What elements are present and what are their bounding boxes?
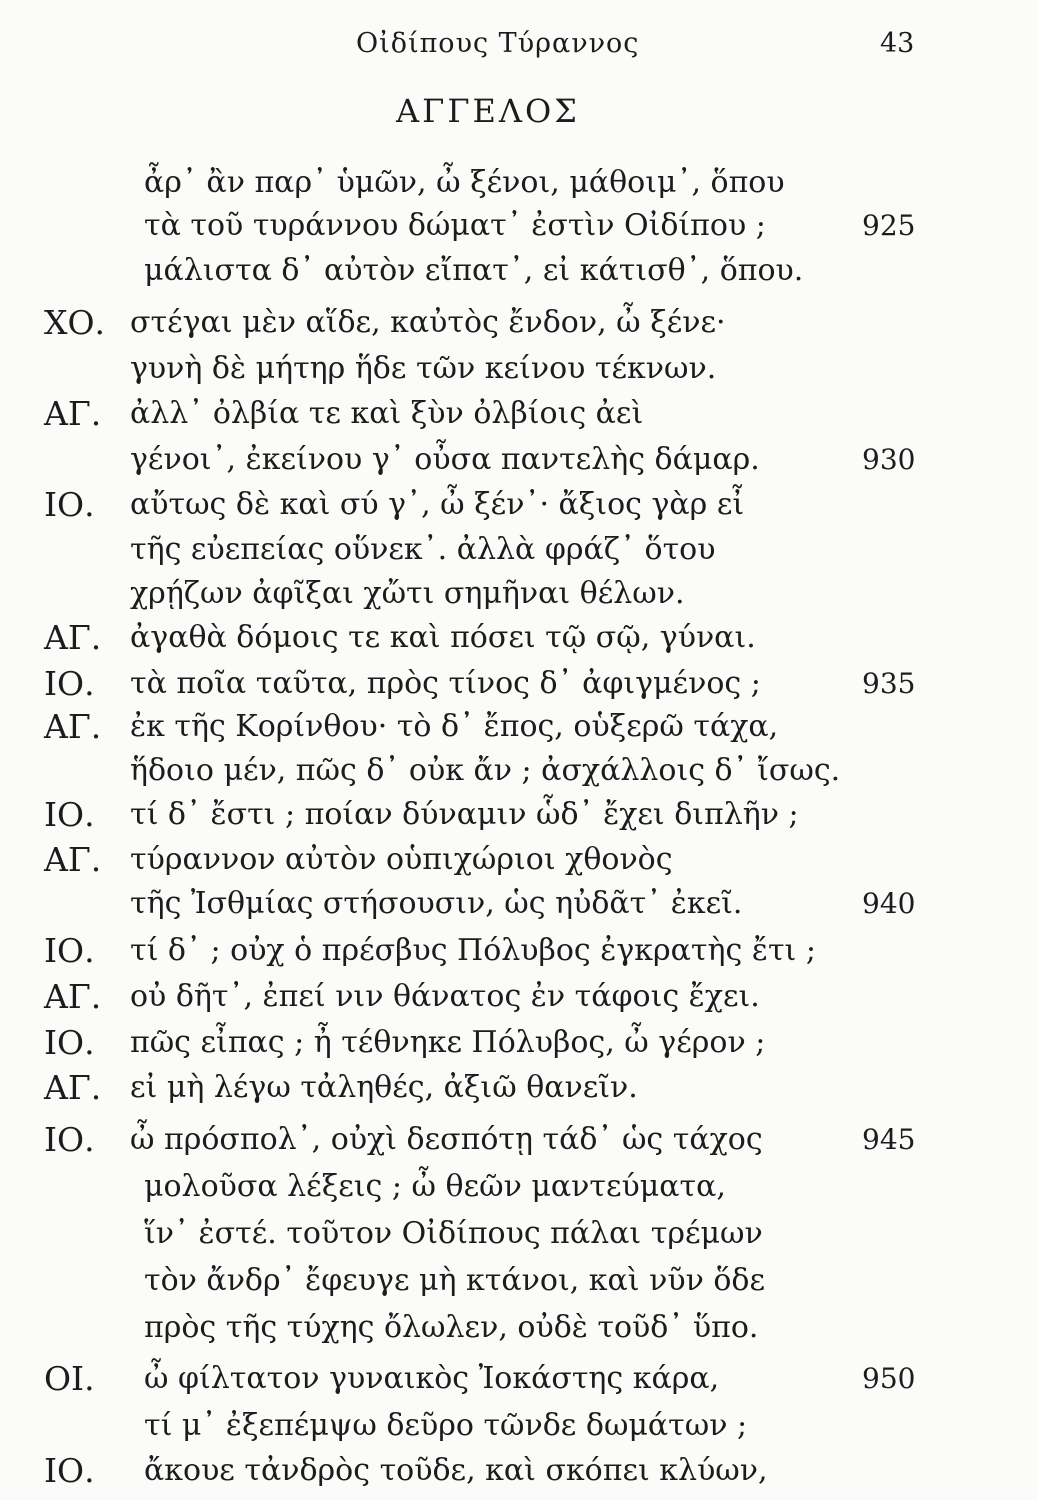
speaker-heading: ΑΓΓΕΛΟΣ — [396, 92, 580, 130]
line-number: 945 — [862, 1123, 916, 1156]
line-number: 935 — [862, 667, 916, 700]
speaker-label: ΑΓ. — [44, 1068, 102, 1107]
speaker-label: ΙΟ. — [44, 795, 95, 834]
verse-line — [0, 1305, 1038, 1351]
verse-text: μολοῦσα λέξεις ; ὦ θεῶν μαντεύματα, — [144, 1169, 726, 1204]
verse-text: τῆς εὐεπείας οὕνεκ᾽. ἀλλὰ φράζ᾽ ὅτου — [130, 532, 716, 567]
verse-line — [0, 1117, 1038, 1163]
verse-text: τύραννον αὐτὸν οὑπιχώριοι χθονὸς — [130, 842, 673, 877]
line-number: 925 — [862, 209, 916, 242]
verse-line — [0, 974, 1038, 1020]
verse-line — [0, 748, 1038, 794]
verse-text: τί δ᾽ ἔστι ; ποίαν δύναμιν ὧδ᾽ ἔχει διπλῆν ; — [130, 797, 799, 832]
speaker-label: ΑΓ. — [44, 707, 102, 746]
verse-text: τὰ τοῦ τυράννου δώματ᾽ ἐστὶν Οἰδίπου ; — [144, 208, 766, 243]
verse-line — [0, 482, 1038, 528]
line-number: 940 — [862, 887, 916, 920]
line-number: 930 — [862, 443, 916, 476]
verse-text: γένοι᾽, ἐκείνου γ᾽ οὖσα παντελὴς δάμαρ. — [130, 442, 760, 477]
verse-line — [0, 391, 1038, 437]
speaker-label: ΙΟ. — [44, 931, 95, 970]
verse-line — [0, 1065, 1038, 1111]
verse-line — [0, 1403, 1038, 1449]
verse-text: ἥδοιο μέν, πῶς δ᾽ οὐκ ἄν ; ἀσχάλλοις δ᾽ ἴσως. — [130, 753, 841, 788]
verse-line — [0, 1448, 1038, 1494]
speaker-label: ΑΓ. — [44, 977, 102, 1016]
verse-line — [0, 615, 1038, 661]
verse-text: χρῄζων ἀφῖξαι χὤτι σημῆναι θέλων. — [130, 576, 685, 611]
verse-line — [0, 928, 1038, 974]
verse-text: εἰ μὴ λέγω τἀληθές, ἀξιῶ θανεῖν. — [130, 1070, 638, 1105]
verse-text: αὔτως δὲ καὶ σύ γ᾽, ὦ ξέν᾽· ἄξιος γὰρ εἶ — [130, 487, 745, 522]
speaker-label: ΑΓ. — [44, 840, 102, 879]
verse-text: στέγαι μὲν αἵδε, καὐτὸς ἔνδον, ὦ ξένε· — [130, 305, 726, 340]
verse-text: οὐ δῆτ᾽, ἐπεί νιν θάνατος ἐν τάφοις ἔχει. — [130, 979, 760, 1014]
speaker-label: ΙΟ. — [44, 1451, 95, 1490]
verse-line — [0, 661, 1038, 707]
verse-line — [0, 1356, 1038, 1402]
verse-text: ἀλλ᾽ ὀλβία τε καὶ ξὺν ὀλβίοις ἀεὶ — [130, 396, 644, 431]
running-title: Οἰδίπους Τύραννος — [356, 28, 640, 59]
verse-line — [0, 1020, 1038, 1066]
verse-line — [0, 571, 1038, 617]
verse-text: τὸν ἄνδρ᾽ ἔφευγε μὴ κτάνοι, καὶ νῦν ὅδε — [144, 1263, 766, 1298]
speaker-label: ΙΟ. — [44, 485, 95, 524]
verse-text: τί μ᾽ ἐξεπέμψω δεῦρο τῶνδε δωμάτων ; — [144, 1408, 748, 1443]
verse-line — [0, 437, 1038, 483]
verse-line — [0, 881, 1038, 927]
speaker-label: ΟΙ. — [44, 1359, 95, 1398]
speaker-label: ΙΟ. — [44, 664, 95, 703]
verse-text: τί δ᾽ ; οὐχ ὁ πρέσβυς Πόλυβος ἐγκρατὴς ἔτι ; — [130, 933, 816, 968]
speaker-label: ΧΟ. — [44, 303, 106, 342]
verse-line — [0, 1211, 1038, 1257]
verse-line — [0, 837, 1038, 883]
verse-text: πρὸς τῆς τύχης ὄλωλεν, οὐδὲ τοῦδ᾽ ὕπο. — [144, 1310, 759, 1345]
verse-text: μάλιστα δ᾽ αὐτὸν εἴπατ᾽, εἰ κάτισθ᾽, ὅπου. — [144, 253, 804, 288]
verse-line — [0, 704, 1038, 750]
verse-line — [0, 346, 1038, 392]
verse-text: πῶς εἶπας ; ἦ τέθνηκε Πόλυβος, ὦ γέρον ; — [130, 1025, 766, 1060]
verse-line — [0, 1258, 1038, 1304]
line-number: 950 — [862, 1362, 916, 1395]
speaker-label: ΑΓ. — [44, 618, 102, 657]
page-number: 43 — [880, 28, 915, 59]
speaker-label: ΙΟ. — [44, 1023, 95, 1062]
verse-line — [0, 300, 1038, 346]
verse-text: ἐκ τῆς Κορίνθου· τὸ δ᾽ ἔπος, οὑξερῶ τάχα, — [130, 709, 779, 744]
speaker-label: ΙΟ. — [44, 1120, 95, 1159]
verse-text: γυνὴ δὲ μήτηρ ἥδε τῶν κείνου τέκνων. — [130, 351, 717, 386]
verse-text: ἵν᾽ ἐστέ. τοῦτον Οἰδίπους πάλαι τρέμων — [144, 1216, 763, 1251]
verse-text: ὦ φίλτατον γυναικὸς Ἰοκάστης κάρα, — [144, 1361, 720, 1396]
speaker-label: ΑΓ. — [44, 394, 102, 433]
verse-text: ἆρ᾽ ἂν παρ᾽ ὑμῶν, ὦ ξένοι, μάθοιμ᾽, ὅπου — [144, 165, 785, 200]
verse-line — [0, 203, 1038, 249]
verse-text: ἄκουε τἀνδρὸς τοῦδε, καὶ σκόπει κλύων, — [144, 1453, 768, 1488]
verse-text: τῆς Ἰσθμίας στήσουσιν, ὡς ηὐδᾶτ᾽ ἐκεῖ. — [130, 886, 743, 921]
verse-line — [0, 527, 1038, 573]
verse-text: ἀγαθὰ δόμοις τε καὶ πόσει τῷ σῷ, γύναι. — [130, 620, 756, 655]
verse-text: ὦ πρόσπολ᾽, οὐχὶ δεσπότῃ τάδ᾽ ὡς τάχος — [130, 1122, 763, 1157]
verse-text: τὰ ποῖα ταῦτα, πρὸς τίνος δ᾽ ἀφιγμένος ; — [130, 666, 761, 701]
verse-line — [0, 160, 1038, 206]
verse-line — [0, 792, 1038, 838]
verse-line — [0, 248, 1038, 294]
verse-line — [0, 1164, 1038, 1210]
